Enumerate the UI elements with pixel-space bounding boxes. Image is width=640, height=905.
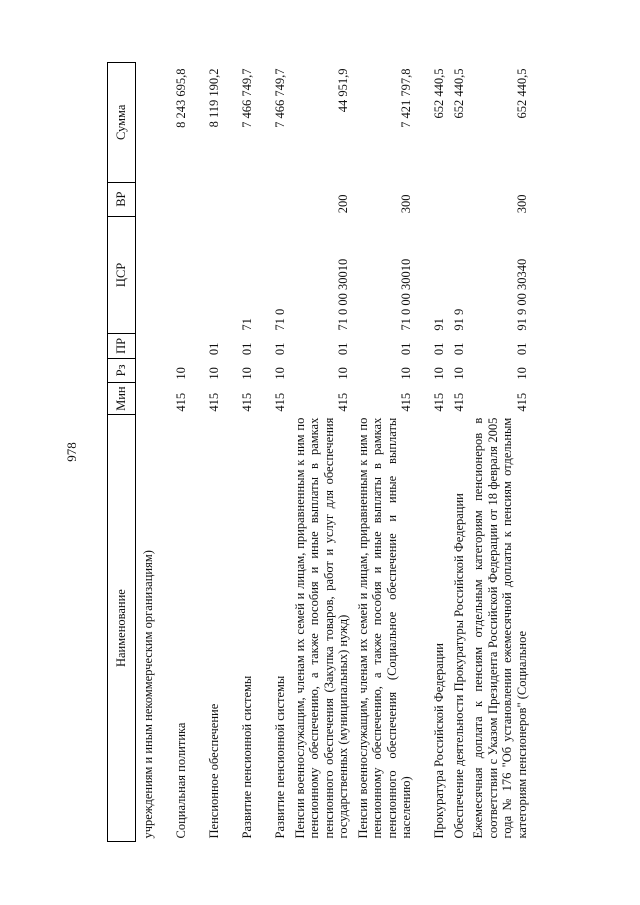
header-rz: Рз: [108, 358, 136, 383]
cell-vr: [222, 182, 255, 216]
cell-name: Развитие пенсионной системы: [273, 675, 287, 839]
cell-rz: [136, 358, 156, 383]
cell-csr: 91: [432, 318, 446, 331]
cell-sum: 7 466 749,7: [273, 68, 287, 128]
table-row: [351, 63, 414, 842]
cell-pr: [136, 334, 156, 359]
cell-min: 415: [240, 392, 254, 412]
cell-name: Социальная политика: [174, 722, 188, 839]
table-row: [414, 63, 447, 842]
cell-csr: 91 9 00 30340: [514, 258, 529, 331]
cell-name: Пенсии военнослужащим, членам их семей и лицам, приравненным к ним по пенсионному обеспечению, а также пособия и иные выплаты в рамках пенсионного обеспечения (Социальное обеспечение и иные выплаты населению): [355, 417, 413, 839]
table-row: [466, 63, 529, 842]
cell-min: 415: [336, 392, 350, 412]
cell-min: 415: [432, 392, 446, 412]
page-number: 978: [64, 442, 79, 462]
cell-sum: 7 466 749,7: [240, 68, 254, 128]
cell-pr: 01: [432, 342, 446, 356]
cell-csr: [156, 216, 189, 333]
cell-pr: 01: [451, 342, 466, 356]
cell-csr: [189, 216, 222, 333]
cell-min: 415: [514, 392, 529, 412]
cell-rz: 10: [174, 367, 188, 380]
cell-rz: 10: [240, 367, 254, 380]
cell-csr: [136, 216, 156, 333]
table-row: [222, 63, 255, 842]
cell-sum: 652 440,5: [514, 68, 529, 119]
header-csr: ЦСР: [108, 216, 136, 333]
cell-min: [136, 383, 156, 415]
cell-vr: 200: [336, 194, 350, 214]
cell-vr: 300: [399, 194, 413, 214]
cell-name: Ежемесячная доплата к пенсиям отдельным категориям пенсионеров в соответствии с Указом Президента Российской Федерации от 18 февраля 2005 года № 176 "Об установлении ежемесячной доплаты к пенсиям отдельным категориям пенсионеров" (Социальное: [471, 417, 529, 839]
cell-rz: 10: [336, 367, 350, 380]
cell-name: Пенсионное обеспечение: [207, 703, 221, 839]
cell-pr: [156, 334, 189, 359]
cell-csr: 71: [240, 318, 254, 331]
table-row: [447, 63, 467, 842]
table-row: [156, 63, 189, 842]
table-row: [288, 63, 351, 842]
cell-min: 415: [174, 392, 188, 412]
cell-sum: 8 243 695,8: [174, 68, 188, 128]
cell-vr: [414, 182, 447, 216]
cell-csr: 71 0 00 30010: [336, 258, 350, 331]
cell-pr: 01: [273, 342, 287, 356]
cell-rz: 10: [399, 367, 413, 380]
header-min: Мин: [108, 383, 136, 415]
cell-min: 415: [273, 392, 287, 412]
cell-pr: 01: [336, 342, 350, 356]
cell-min: 415: [451, 392, 466, 412]
cell-csr: 71 0 00 30010: [399, 258, 413, 331]
cell-name: учреждениям и иным некоммерческим организациям): [141, 550, 155, 839]
cell-vr: [255, 182, 288, 216]
cell-sum: 44 951,9: [336, 68, 350, 113]
cell-sum: 652 440,5: [451, 68, 466, 119]
cell-sum: 8 119 190,2: [207, 68, 221, 128]
table-row: [136, 63, 156, 842]
rotated-table-container: [107, 62, 585, 842]
cell-csr: 91 9: [451, 308, 466, 331]
cell-pr: 01: [240, 342, 254, 356]
cell-vr: 300: [514, 194, 529, 214]
cell-pr: 01: [399, 342, 413, 356]
header-pr: ПР: [108, 334, 136, 359]
header-sum: Сумма: [108, 63, 136, 183]
cell-sum: 7 421 797,8: [399, 68, 413, 128]
cell-vr: [156, 182, 189, 216]
cell-vr: [447, 182, 467, 216]
cell-sum: 652 440,5: [432, 68, 446, 119]
cell-min: 415: [399, 392, 413, 412]
cell-rz: 10: [207, 367, 221, 380]
cell-min: 415: [207, 392, 221, 412]
cell-name: Пенсии военнослужащим, членам их семей и лицам, приравненным к ним по пенсионному обеспечению, а также пособия и иные выплаты в рамках пенсионного обеспечения (Закупка товаров, работ и услуг для обеспечения государственных (муниципальных) нужд): [292, 417, 350, 839]
cell-vr: [189, 182, 222, 216]
cell-rz: 10: [432, 367, 446, 380]
header-vr: ВР: [108, 182, 136, 216]
cell-name: Обеспечение деятельности Прокуратуры Российской Федерации: [451, 493, 466, 839]
table-row: [189, 63, 222, 842]
header-row: [108, 63, 136, 842]
cell-name: Прокуратура Российской Федерации: [432, 643, 446, 839]
cell-csr: 71 0: [273, 308, 287, 331]
table-row: [255, 63, 288, 842]
cell-pr: 01: [207, 342, 221, 356]
cell-pr: 01: [514, 342, 529, 356]
cell-rz: 10: [273, 367, 287, 380]
budget-table: [107, 62, 529, 842]
cell-vr: [136, 182, 156, 216]
cell-rz: 10: [514, 367, 529, 380]
cell-rz: 10: [451, 367, 466, 380]
header-name: Наименование: [108, 415, 136, 842]
cell-sum: [136, 63, 156, 183]
cell-name: Развитие пенсионной системы: [240, 675, 254, 839]
